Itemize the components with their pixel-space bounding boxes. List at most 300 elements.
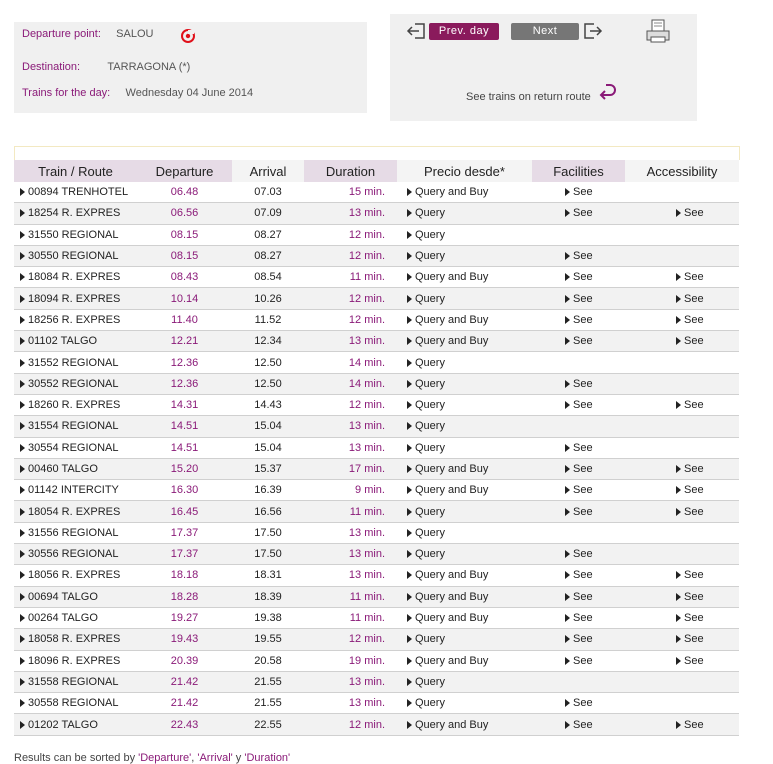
train-route-cell[interactable] <box>14 224 137 245</box>
price-query-link[interactable]: Query <box>415 548 445 561</box>
arrow-right-icon <box>407 380 412 388</box>
facilities-cell[interactable] <box>532 288 625 309</box>
price-query-link[interactable]: Query and Buy <box>415 654 489 667</box>
facilities-cell[interactable] <box>532 203 625 224</box>
price-cell[interactable] <box>397 565 532 586</box>
facilities-see-link[interactable]: See <box>573 313 593 326</box>
arrow-right-icon <box>20 529 25 537</box>
price-cell[interactable] <box>397 480 532 501</box>
facilities-see-link[interactable]: See <box>573 612 593 625</box>
arrow-right-icon <box>20 231 25 239</box>
duration-value: 12 min. <box>304 224 397 245</box>
train-route-link[interactable]: 30558 REGIONAL <box>28 697 119 710</box>
train-route-cell[interactable] <box>14 629 137 650</box>
arrow-right-icon <box>20 209 25 217</box>
arrival-time: 19.38 <box>232 607 304 628</box>
table-row <box>14 480 739 501</box>
price-query-link[interactable]: Query and Buy <box>415 569 489 582</box>
accessibility-see-link[interactable]: See <box>684 654 704 667</box>
facilities-cell <box>532 352 625 373</box>
facilities-cell[interactable] <box>532 714 625 735</box>
arrow-right-icon <box>565 273 570 281</box>
price-cell[interactable] <box>397 182 532 203</box>
facilities-cell[interactable] <box>532 544 625 565</box>
price-cell[interactable] <box>397 288 532 309</box>
accessibility-see-link[interactable]: See <box>684 569 704 582</box>
arrow-right-icon <box>676 571 681 579</box>
arrow-right-icon <box>407 422 412 430</box>
price-cell[interactable] <box>397 245 532 266</box>
arrival-time: 08.54 <box>232 267 304 288</box>
table-row <box>14 607 739 628</box>
facilities-see-link[interactable]: See <box>573 335 593 348</box>
facilities-see-link[interactable]: See <box>573 250 593 263</box>
duration-value: 12 min. <box>304 309 397 330</box>
header-price: Precio desde* <box>397 160 532 182</box>
facilities-cell[interactable] <box>532 650 625 671</box>
train-route-link[interactable]: 18096 R. EXPRES <box>28 654 121 667</box>
facilities-see-link[interactable]: See <box>573 697 593 710</box>
arrow-right-icon <box>407 550 412 558</box>
arrow-right-icon <box>407 571 412 579</box>
accessibility-see-link[interactable]: See <box>684 612 704 625</box>
sort-duration-link[interactable]: 'Duration' <box>244 752 291 764</box>
arrival-time: 20.58 <box>232 650 304 671</box>
facilities-cell[interactable] <box>532 565 625 586</box>
header-train-route[interactable]: Train / Route <box>14 160 137 182</box>
arrow-right-icon <box>407 444 412 452</box>
facilities-cell[interactable] <box>532 693 625 714</box>
day-row <box>22 87 253 99</box>
departure-time: 10.14 <box>137 288 232 309</box>
accessibility-cell[interactable] <box>625 203 739 224</box>
train-route-link[interactable]: 18054 R. EXPRES <box>28 505 121 518</box>
facilities-see-link[interactable]: See <box>573 505 593 518</box>
arrow-right-icon <box>565 380 570 388</box>
arrow-right-icon <box>407 316 412 324</box>
price-cell[interactable] <box>397 352 532 373</box>
duration-value: 13 min. <box>304 522 397 543</box>
facilities-see-link[interactable]: See <box>573 377 593 390</box>
price-query-link[interactable]: Query <box>415 356 445 369</box>
table-row <box>14 331 739 352</box>
train-route-cell[interactable] <box>14 373 137 394</box>
arrow-right-icon <box>565 699 570 707</box>
price-query-link[interactable]: Query <box>415 697 445 710</box>
prev-day-button[interactable]: Prev. day <box>429 23 499 40</box>
train-route-link[interactable]: 00264 TALGO <box>28 612 98 625</box>
exit-left-icon[interactable] <box>406 22 426 40</box>
facilities-cell[interactable] <box>532 309 625 330</box>
accessibility-cell[interactable] <box>625 501 739 522</box>
table-row <box>14 288 739 309</box>
day-navigation-panel <box>390 14 697 121</box>
facilities-cell[interactable] <box>532 607 625 628</box>
arrow-right-icon <box>407 465 412 473</box>
accessibility-cell <box>625 224 739 245</box>
facilities-cell[interactable] <box>532 458 625 479</box>
train-route-link[interactable]: 31558 REGIONAL <box>28 675 119 688</box>
header-departure[interactable]: Departure <box>137 160 232 182</box>
accessibility-cell[interactable] <box>625 458 739 479</box>
departure-time: 16.30 <box>137 480 232 501</box>
train-route-link[interactable]: 30552 REGIONAL <box>28 377 119 390</box>
facilities-cell[interactable] <box>532 394 625 415</box>
facilities-cell[interactable] <box>532 245 625 266</box>
train-route-cell[interactable] <box>14 458 137 479</box>
train-route-cell[interactable] <box>14 267 137 288</box>
destination-value: TARRAGONA (*) <box>107 61 191 73</box>
facilities-cell[interactable] <box>532 480 625 501</box>
arrow-right-icon <box>20 699 25 707</box>
departure-time: 15.20 <box>137 458 232 479</box>
facilities-see-link[interactable]: See <box>573 399 593 412</box>
arrow-right-icon <box>20 465 25 473</box>
train-route-cell[interactable] <box>14 288 137 309</box>
facilities-cell[interactable] <box>532 501 625 522</box>
arrow-right-icon <box>676 508 681 516</box>
price-cell[interactable] <box>397 203 532 224</box>
arrow-right-icon <box>565 316 570 324</box>
accessibility-cell <box>625 373 739 394</box>
accessibility-cell[interactable] <box>625 394 739 415</box>
arrow-right-icon <box>20 273 25 281</box>
table-row <box>14 714 739 735</box>
duration-value: 12 min. <box>304 714 397 735</box>
departure-time: 19.43 <box>137 629 232 650</box>
accessibility-see-link[interactable]: See <box>684 463 704 475</box>
arrow-right-icon <box>676 721 681 729</box>
facilities-see-link[interactable]: See <box>573 207 593 220</box>
accessibility-cell[interactable] <box>625 480 739 501</box>
accessibility-cell[interactable] <box>625 565 739 586</box>
price-cell[interactable] <box>397 373 532 394</box>
train-route-link[interactable]: 31556 REGIONAL <box>28 526 119 539</box>
sort-departure-link[interactable]: 'Departure' <box>138 752 192 764</box>
price-cell[interactable] <box>397 607 532 628</box>
day-value: Wednesday 04 June 2014 <box>125 87 254 99</box>
train-route-cell[interactable] <box>14 607 137 628</box>
train-route-cell[interactable] <box>14 671 137 692</box>
arrow-right-icon <box>565 550 570 558</box>
train-route-cell[interactable] <box>14 565 137 586</box>
train-route-link[interactable]: 18056 R. EXPRES <box>28 569 121 582</box>
accessibility-see-link[interactable]: See <box>684 484 704 497</box>
facilities-cell[interactable] <box>532 267 625 288</box>
facilities-see-link[interactable]: See <box>573 548 593 561</box>
arrow-right-icon <box>20 359 25 367</box>
price-query-link[interactable]: Query <box>415 675 445 688</box>
arrival-time: 21.55 <box>232 693 304 714</box>
price-cell[interactable] <box>397 458 532 479</box>
price-cell[interactable] <box>397 224 532 245</box>
arrival-time: 12.50 <box>232 373 304 394</box>
arrow-right-icon <box>20 316 25 324</box>
train-route-link[interactable]: 30550 REGIONAL <box>28 250 119 263</box>
train-route-link[interactable]: 31550 REGIONAL <box>28 228 119 241</box>
facilities-see-link[interactable]: See <box>573 271 593 284</box>
train-route-cell[interactable] <box>14 394 137 415</box>
price-query-link[interactable]: Query and Buy <box>415 335 489 348</box>
arrow-right-icon <box>676 635 681 643</box>
facilities-see-link[interactable]: See <box>573 441 593 454</box>
train-route-link[interactable]: 18058 R. EXPRES <box>28 633 121 646</box>
train-route-cell[interactable] <box>14 693 137 714</box>
price-query-link[interactable]: Query and Buy <box>415 484 489 497</box>
train-route-cell[interactable] <box>14 309 137 330</box>
table-row <box>14 373 739 394</box>
accessibility-cell[interactable] <box>625 714 739 735</box>
arrival-time: 12.34 <box>232 331 304 352</box>
duration-value: 15 min. <box>304 182 397 203</box>
facilities-cell[interactable] <box>532 437 625 458</box>
train-route-link[interactable]: 30554 REGIONAL <box>28 441 119 454</box>
train-route-link[interactable]: 01102 TALGO <box>28 335 98 348</box>
table-row <box>14 544 739 565</box>
facilities-cell[interactable] <box>532 629 625 650</box>
price-query-link[interactable]: Query <box>415 505 445 518</box>
train-route-cell[interactable] <box>14 245 137 266</box>
facilities-see-link[interactable]: See <box>573 186 593 199</box>
departure-time: 06.48 <box>137 182 232 203</box>
results-top-strip <box>14 146 740 160</box>
arrow-right-icon <box>407 486 412 494</box>
accessibility-see-link[interactable]: See <box>684 313 704 326</box>
sort-arrival-link[interactable]: 'Arrival' <box>197 752 233 764</box>
table-row <box>14 650 739 671</box>
train-route-link[interactable]: 01202 TALGO <box>28 718 98 731</box>
price-query-link[interactable]: Query <box>415 228 445 241</box>
arrow-right-icon <box>565 465 570 473</box>
price-cell[interactable] <box>397 522 532 543</box>
train-route-link[interactable]: 00694 TALGO <box>28 590 98 603</box>
duration-value: 19 min. <box>304 650 397 671</box>
arrow-right-icon <box>407 188 412 196</box>
train-route-cell[interactable] <box>14 203 137 224</box>
accessibility-see-link[interactable]: See <box>684 505 704 518</box>
price-cell[interactable] <box>397 309 532 330</box>
price-query-link[interactable]: Query <box>415 633 445 646</box>
next-day-button[interactable]: Next <box>511 23 579 40</box>
table-row <box>14 501 739 522</box>
departure-time: 20.39 <box>137 650 232 671</box>
accessibility-see-link[interactable]: See <box>684 718 704 731</box>
accessibility-see-link[interactable]: See <box>684 335 704 348</box>
arrow-right-icon <box>676 273 681 281</box>
accessibility-see-link[interactable]: See <box>684 207 704 220</box>
accessibility-cell[interactable] <box>625 331 739 352</box>
price-cell[interactable] <box>397 437 532 458</box>
facilities-cell[interactable] <box>532 373 625 394</box>
departure-time: 12.36 <box>137 373 232 394</box>
train-route-cell[interactable] <box>14 182 137 203</box>
table-row <box>14 267 739 288</box>
price-cell[interactable] <box>397 544 532 565</box>
train-route-cell[interactable] <box>14 650 137 671</box>
arrival-time: 08.27 <box>232 224 304 245</box>
departure-time: 11.40 <box>137 309 232 330</box>
accessibility-see-link[interactable]: See <box>684 271 704 284</box>
train-route-link[interactable]: 00460 TALGO <box>28 463 98 475</box>
facilities-see-link[interactable]: See <box>573 718 593 731</box>
facilities-cell <box>532 224 625 245</box>
price-query-link[interactable]: Query and Buy <box>415 718 489 731</box>
arrow-right-icon <box>565 252 570 260</box>
train-results-table <box>14 160 739 736</box>
price-query-link[interactable]: Query and Buy <box>415 271 489 284</box>
return-arrow-icon[interactable] <box>596 81 618 101</box>
price-cell[interactable] <box>397 416 532 437</box>
train-route-cell[interactable] <box>14 522 137 543</box>
arrow-right-icon <box>676 401 681 409</box>
accessibility-cell[interactable] <box>625 309 739 330</box>
departure-time: 08.15 <box>137 245 232 266</box>
header-arrival[interactable]: Arrival <box>232 160 304 182</box>
price-cell[interactable] <box>397 586 532 607</box>
accessibility-see-link[interactable]: See <box>684 292 704 305</box>
train-route-cell[interactable] <box>14 501 137 522</box>
facilities-cell[interactable] <box>532 586 625 607</box>
train-route-cell[interactable] <box>14 437 137 458</box>
facilities-see-link[interactable]: See <box>573 633 593 646</box>
arrival-time: 19.55 <box>232 629 304 650</box>
accessibility-cell[interactable] <box>625 267 739 288</box>
price-cell[interactable] <box>397 501 532 522</box>
table-row <box>14 416 739 437</box>
price-query-link[interactable]: Query <box>415 526 445 539</box>
arrival-time: 17.50 <box>232 544 304 565</box>
train-route-cell[interactable] <box>14 480 137 501</box>
departure-row <box>22 28 153 40</box>
accessibility-see-link[interactable]: See <box>684 590 704 603</box>
price-cell[interactable] <box>397 331 532 352</box>
train-route-link[interactable]: 18256 R. EXPRES <box>28 313 121 326</box>
duration-value: 12 min. <box>304 394 397 415</box>
table-row <box>14 309 739 330</box>
facilities-see-link[interactable]: See <box>573 590 593 603</box>
duration-value: 11 min. <box>304 607 397 628</box>
price-query-link[interactable]: Query and Buy <box>415 313 489 326</box>
arrow-right-icon <box>20 614 25 622</box>
departure-time: 08.15 <box>137 224 232 245</box>
facilities-see-link[interactable]: See <box>573 654 593 667</box>
arrival-time: 12.50 <box>232 352 304 373</box>
facilities-see-link[interactable]: See <box>573 569 593 582</box>
price-cell[interactable] <box>397 267 532 288</box>
destination-row <box>22 61 190 73</box>
facilities-cell[interactable] <box>532 331 625 352</box>
price-query-link[interactable]: Query and Buy <box>415 590 489 603</box>
arrow-right-icon <box>20 508 25 516</box>
arrow-right-icon <box>20 571 25 579</box>
duration-value: 12 min. <box>304 245 397 266</box>
print-icon[interactable] <box>645 18 671 44</box>
facilities-cell <box>532 522 625 543</box>
train-route-link[interactable]: 01142 INTERCITY <box>28 484 119 497</box>
train-route-cell[interactable] <box>14 586 137 607</box>
arrival-time: 08.27 <box>232 245 304 266</box>
train-route-cell[interactable] <box>14 714 137 735</box>
train-route-link[interactable]: 18254 R. EXPRES <box>28 207 121 220</box>
facilities-see-link[interactable]: See <box>573 463 593 475</box>
train-route-link[interactable]: 30556 REGIONAL <box>28 548 119 561</box>
accessibility-cell[interactable] <box>625 629 739 650</box>
price-query-link[interactable]: Query and Buy <box>415 463 489 475</box>
price-query-link[interactable]: Query <box>415 377 445 390</box>
duration-value: 17 min. <box>304 458 397 479</box>
price-query-link[interactable]: Query <box>415 207 445 220</box>
arrow-right-icon <box>676 486 681 494</box>
duration-value: 13 min. <box>304 671 397 692</box>
price-cell[interactable] <box>397 394 532 415</box>
duration-value: 13 min. <box>304 437 397 458</box>
price-cell[interactable] <box>397 650 532 671</box>
price-cell[interactable] <box>397 629 532 650</box>
price-query-link[interactable]: Query <box>415 420 445 433</box>
price-cell[interactable] <box>397 671 532 692</box>
train-route-link[interactable]: 00894 TRENHOTEL <box>28 186 129 199</box>
return-route-link[interactable]: See trains on return route <box>466 91 591 103</box>
price-query-link[interactable]: Query <box>415 250 445 263</box>
header-duration[interactable]: Duration <box>304 160 397 182</box>
price-cell[interactable] <box>397 693 532 714</box>
train-route-cell[interactable] <box>14 352 137 373</box>
train-route-link[interactable]: 18094 R. EXPRES <box>28 292 121 305</box>
arrow-right-icon <box>20 380 25 388</box>
arrival-time: 11.52 <box>232 309 304 330</box>
facilities-cell[interactable] <box>532 182 625 203</box>
arrow-right-icon <box>676 295 681 303</box>
train-route-cell[interactable] <box>14 544 137 565</box>
sort-sep-1: , <box>191 752 198 764</box>
arrow-right-icon <box>565 508 570 516</box>
accessibility-see-link[interactable]: See <box>684 399 704 412</box>
price-query-link[interactable]: Query and Buy <box>415 186 489 199</box>
accessibility-cell <box>625 544 739 565</box>
accessibility-cell <box>625 245 739 266</box>
table-row <box>14 586 739 607</box>
duration-value: 13 min. <box>304 544 397 565</box>
train-route-link[interactable]: 31554 REGIONAL <box>28 420 119 433</box>
train-route-cell[interactable] <box>14 331 137 352</box>
accessibility-cell[interactable] <box>625 586 739 607</box>
table-row <box>14 565 739 586</box>
train-route-link[interactable]: 31552 REGIONAL <box>28 356 119 369</box>
arrival-time: 15.04 <box>232 416 304 437</box>
exit-right-icon[interactable] <box>583 22 603 40</box>
arrow-right-icon <box>20 422 25 430</box>
facilities-see-link[interactable]: See <box>573 484 593 497</box>
arrow-right-icon <box>407 635 412 643</box>
price-query-link[interactable]: Query and Buy <box>415 612 489 625</box>
arrow-right-icon <box>565 571 570 579</box>
arrow-right-icon <box>20 635 25 643</box>
accessibility-cell[interactable] <box>625 288 739 309</box>
accessibility-see-link[interactable]: See <box>684 633 704 646</box>
price-query-link[interactable]: Query <box>415 441 445 454</box>
train-route-link[interactable]: 18084 R. EXPRES <box>28 271 121 284</box>
arrow-right-icon <box>565 209 570 217</box>
train-route-cell[interactable] <box>14 416 137 437</box>
price-cell[interactable] <box>397 714 532 735</box>
accessibility-cell[interactable] <box>625 650 739 671</box>
price-query-link[interactable]: Query <box>415 399 445 412</box>
duration-value: 13 min. <box>304 565 397 586</box>
facilities-see-link[interactable]: See <box>573 292 593 305</box>
accessibility-cell[interactable] <box>625 607 739 628</box>
train-route-link[interactable]: 18260 R. EXPRES <box>28 399 121 412</box>
price-query-link[interactable]: Query <box>415 292 445 305</box>
